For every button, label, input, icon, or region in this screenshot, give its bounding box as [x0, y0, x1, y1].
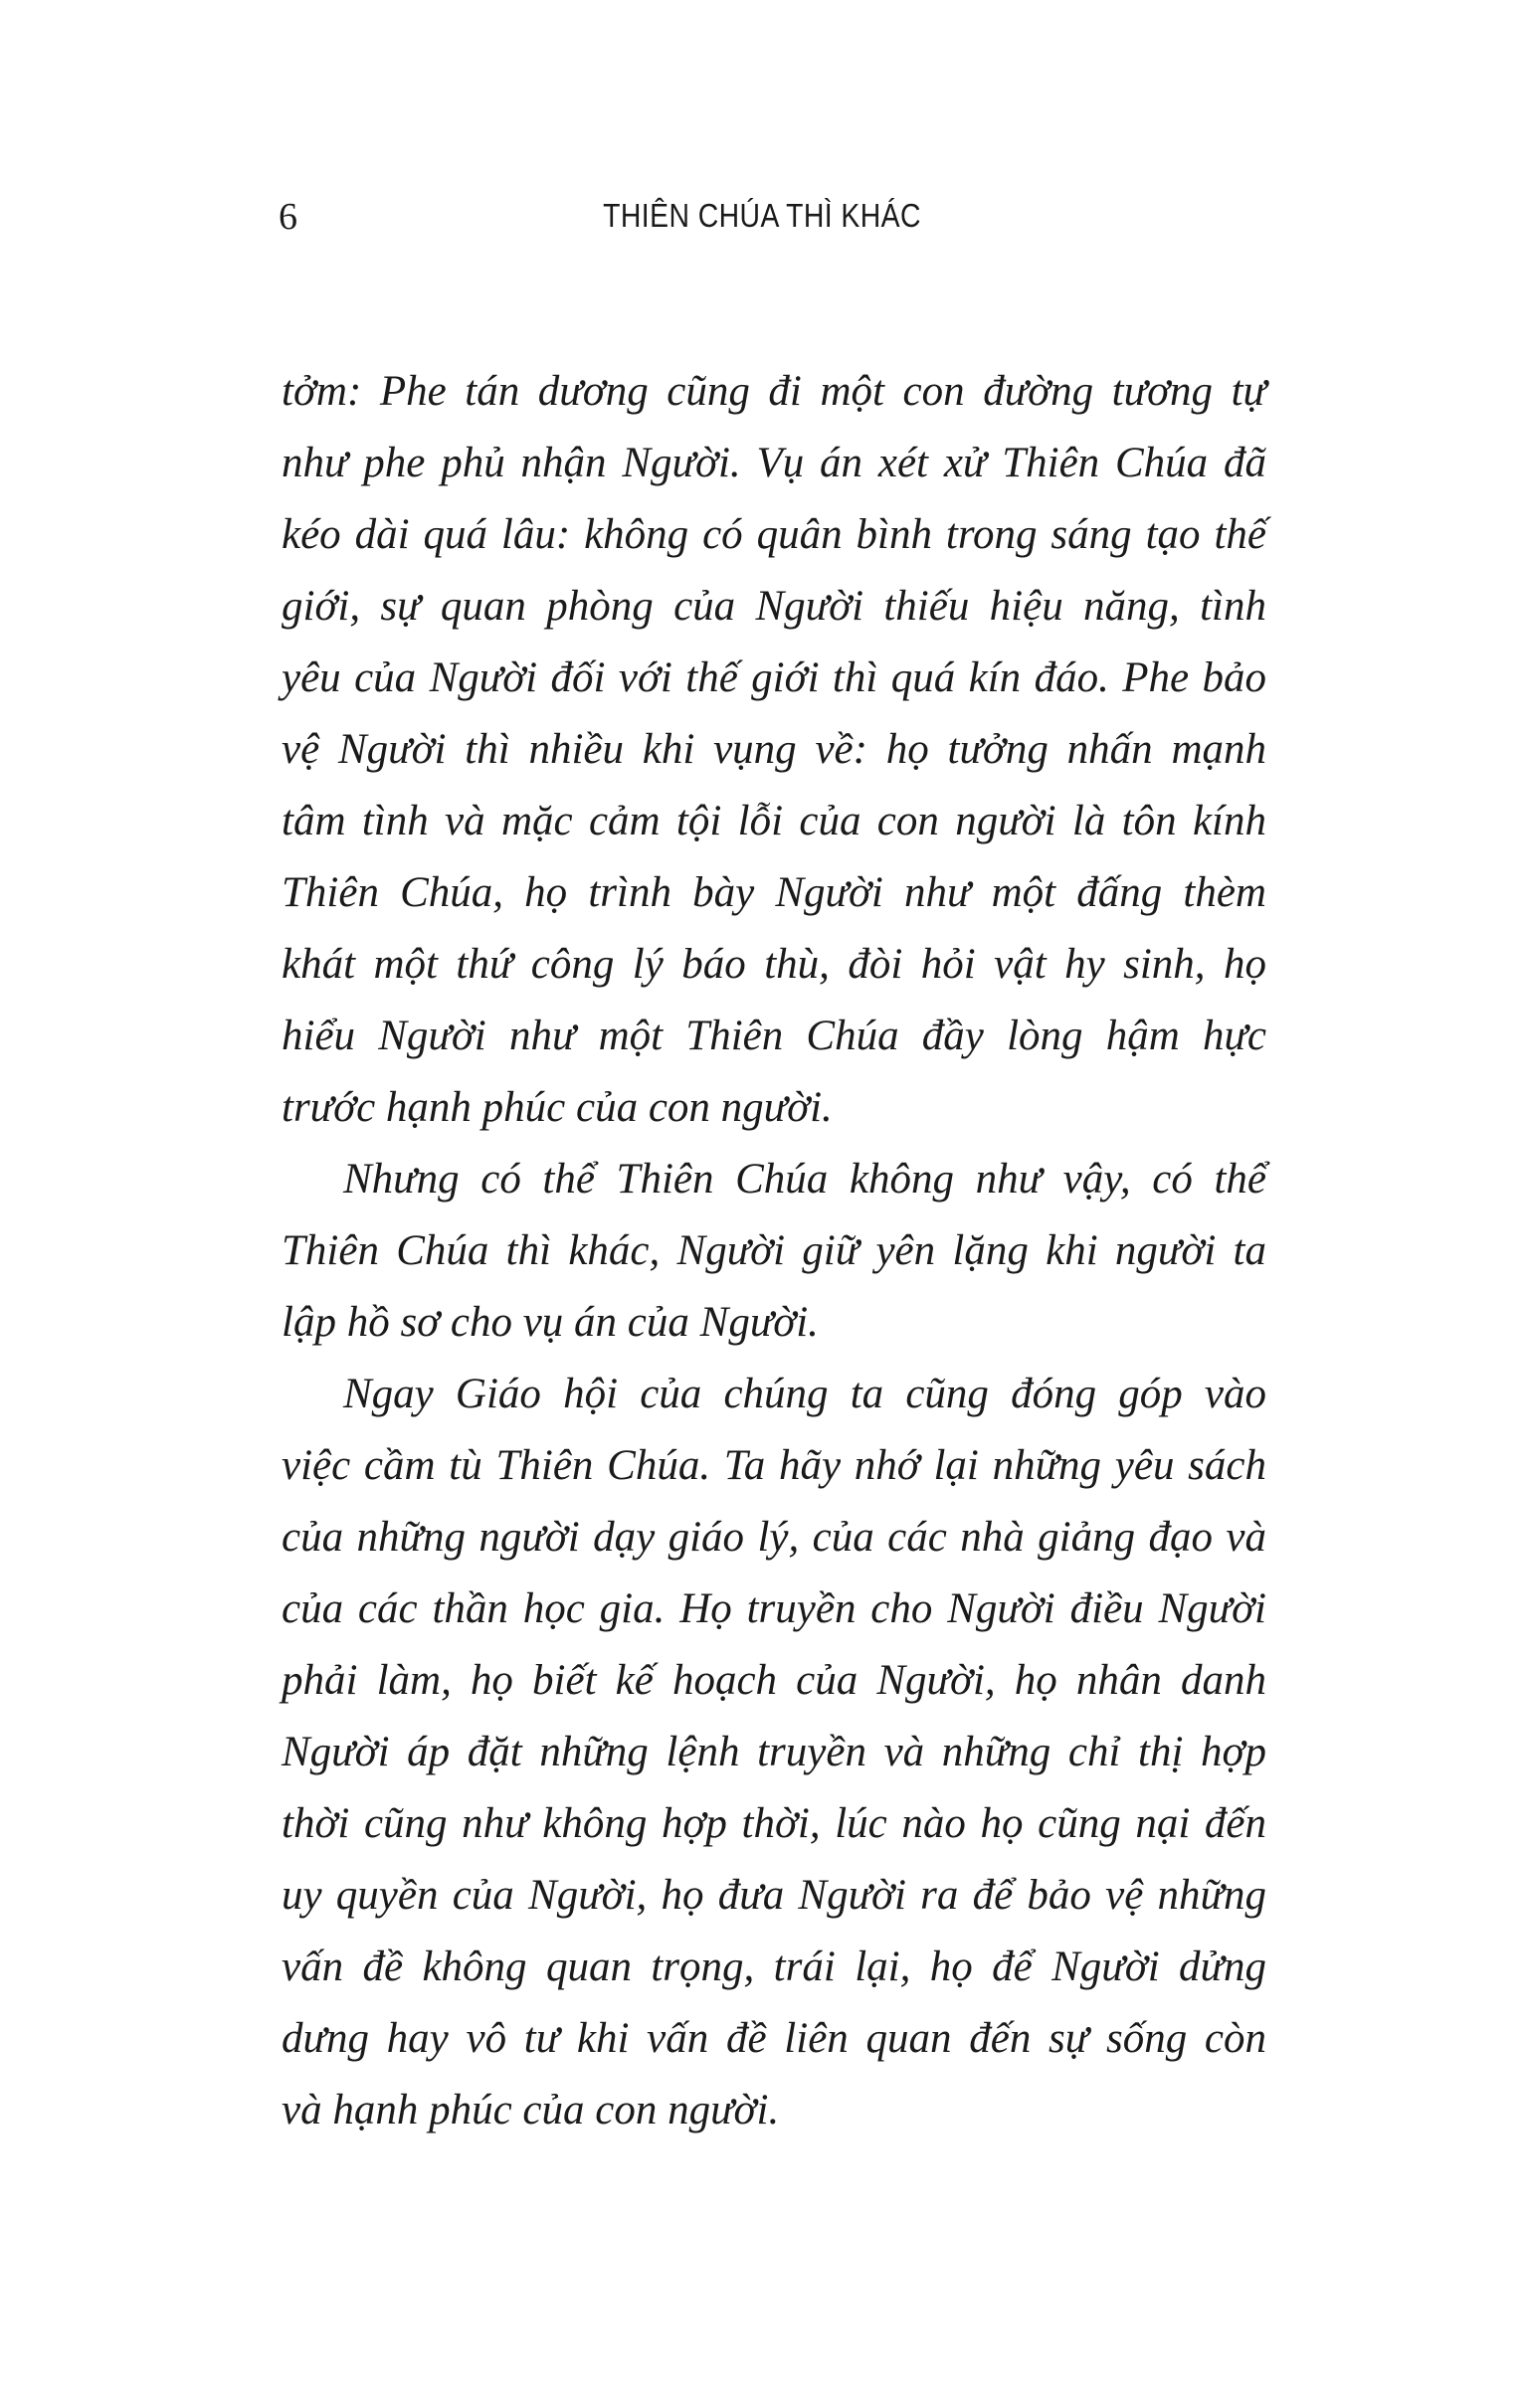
page-number: 6 [279, 196, 298, 238]
text-line: khát một thứ công lý báo thù, đòi hỏi vật hy sinh, họ [282, 941, 1266, 988]
text-line: của những người dạy giáo lý, của các nhà giảng đạo và [282, 1514, 1266, 1561]
text-line: vấn đề không quan trọng, trái lại, họ để Người dửng [282, 1944, 1266, 1990]
text-line: vệ Người thì nhiều khi vụng về: họ tưởng nhấn mạnh [282, 726, 1266, 773]
text-line [282, 1359, 1266, 1430]
text-line: lập hồ sơ cho vụ án của Người. [282, 1299, 819, 1346]
paragraph-2 [282, 1144, 1266, 1359]
text-line: giới, sự quan phòng của Người thiếu hiệu năng, tình [282, 583, 1266, 630]
text-line: tởm: Phe tán dương cũng đi một con đường tương tự [282, 368, 1266, 415]
running-title: THIÊN CHÚA THÌ KHÁC [603, 197, 921, 234]
text-line: kéo dài quá lâu: không có quân bình trong sáng tạo thế [282, 511, 1266, 558]
text-line-content: Ngay Giáo hội của chúng ta cũng đóng góp vào [343, 1371, 1266, 1417]
text-line [282, 1144, 1266, 1215]
text-line: Thiên Chúa, họ trình bày Người như một đấng thèm [282, 869, 1266, 916]
text-line: Thiên Chúa thì khác, Người giữ yên lặng khi người ta [282, 1227, 1266, 1274]
page-header [0, 195, 1527, 245]
text-line: uy quyền của Người, họ đưa Người ra để bảo vệ những [282, 1872, 1266, 1919]
body-text [282, 356, 1266, 2146]
text-line: Người áp đặt những lệnh truyền và những chỉ thị hợp [282, 1729, 1266, 1775]
text-line: và hạnh phúc của con người. [282, 2087, 780, 2133]
text-line: tâm tình và mặc cảm tội lỗi của con người là tôn kính [282, 798, 1266, 844]
text-line: của các thần học gia. Họ truyền cho Người điều Người [282, 1585, 1266, 1632]
text-line: hiểu Người như một Thiên Chúa đầy lòng hậm hực [282, 1013, 1266, 1059]
text-line: yêu của Người đối với thế giới thì quá kín đáo. Phe bảo [282, 654, 1266, 701]
text-line: trước hạnh phúc của con người. [282, 1084, 833, 1131]
text-line-content: Nhưng có thể Thiên Chúa không như vậy, có thể [343, 1156, 1266, 1203]
paragraph-1 [282, 356, 1266, 1144]
paragraph-3 [282, 1359, 1266, 2146]
text-line: như phe phủ nhận Người. Vụ án xét xử Thiên Chúa đã [282, 440, 1266, 486]
text-line: việc cầm tù Thiên Chúa. Ta hãy nhớ lại những yêu sách [282, 1442, 1266, 1489]
text-line: dưng hay vô tư khi vấn đề liên quan đến sự sống còn [282, 2015, 1266, 2062]
text-line: thời cũng như không hợp thời, lúc nào họ cũng nại đến [282, 1800, 1266, 1847]
text-line: phải làm, họ biết kế hoạch của Người, họ nhân danh [282, 1657, 1266, 1704]
